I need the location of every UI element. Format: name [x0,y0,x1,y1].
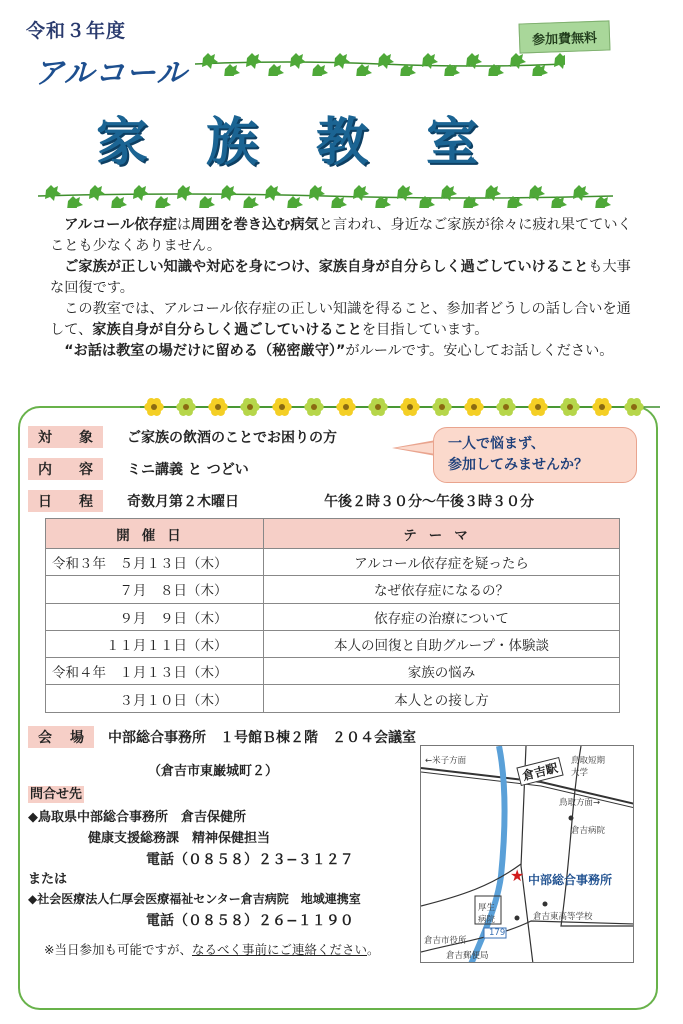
contact-phone-2: 電話（０８５８）２６−１１９０ [146,913,354,929]
table-header-row [46,519,620,549]
schedule-table [45,518,620,713]
venue-row [28,726,416,748]
content-value: ミニ講義 と つどい [127,462,249,478]
ivy-leaf-icon [422,53,438,69]
intro-paragraph: アルコール依存症は周囲を巻き込む病気と言われ、身近なご家族が徐々に疲れ果てていくことも少なくありません。 [50,217,632,254]
map-office-label: 中部総合事務所 [528,873,613,887]
map-label-tottori-direction: 鳥取方面→ [559,798,601,808]
free-badge: 参加費無料 [519,20,611,53]
session-date: １１月１１日（木） [46,630,264,657]
target-label: 対 象 [28,426,103,448]
flower-icon [560,398,579,416]
ivy-leaf-icon [268,64,284,76]
table-row [46,603,620,630]
column-header-date: 開催日 [46,519,264,549]
ivy-leaf-icon [356,64,372,76]
table-row [46,685,620,712]
star-marker-icon: ★ [510,866,525,885]
ivy-leaf-icon [529,185,545,201]
session-date: ９月 ９日（木） [46,603,264,630]
fiscal-year: 令和３年度 [26,20,127,42]
ivy-leaf-icon [573,185,589,201]
flower-icon [240,398,259,416]
session-theme: 依存症の治療について [264,603,620,630]
bubble-tail-inner [396,442,436,454]
table-row [46,658,620,685]
session-theme: なぜ依存症になるの？ [264,576,620,603]
vine-decoration-top [195,52,565,76]
contact-note: ※当日参加も可能ですが、なるべく事前にご連絡ください。 [44,942,380,957]
flower-garland [140,395,660,419]
ivy-leaf-icon [155,196,171,208]
session-date: ３月１０日（木） [46,685,264,712]
flower-icon [368,398,387,416]
ivy-leaf-icon [312,64,328,76]
ivy-leaf-icon [510,53,526,69]
ivy-leaf-icon [67,196,83,208]
ivy-leaf-icon [378,53,394,69]
target-row [28,426,337,448]
ivy-leaf-icon [133,185,149,201]
session-theme: 本人の回復と自助グループ・体験談 [264,630,620,657]
ivy-leaf-icon [331,196,347,208]
flower-icon [304,398,323,416]
flower-icon [336,398,355,416]
access-map [420,745,634,963]
table-row [46,576,620,603]
ivy-leaf-icon [221,185,237,201]
flower-icon [400,398,419,416]
intro-text [50,215,635,362]
venue-value: 中部総合事務所 １号館Ｂ棟２階 ２０４会議室 [108,730,416,746]
intro-paragraph: ご家族が正しい知識や対応を身につけ、家族自身が自分らしく過ごしていけることも大事な回復です。 [50,259,631,296]
subtitle: アルコール [34,56,188,91]
venue-address: （倉吉市東巌城町２） [148,764,279,779]
map-label-yonago: ←米子方面 [425,756,467,766]
ivy-leaf-icon [287,196,303,208]
flower-icon [432,398,451,416]
ivy-leaf-icon [595,196,611,208]
session-theme: アルコール依存症を疑ったら [264,549,620,576]
target-value: ご家族の飲酒のことでお困りの方 [127,430,337,446]
flower-icon [464,398,483,416]
ivy-leaf-icon [199,196,215,208]
ivy-leaf-icon [265,185,281,201]
flower-icon [208,398,227,416]
contact-org-2: ◆社会医療法人仁厚会医療福祉センター倉吉病院 地域連携室 [28,892,361,906]
page-title: 家族教室 [96,113,537,173]
bubble-line: 参加してみませんか？ [448,457,588,473]
contact-phone-1: 電話（０８５８）２３−３１２７ [146,852,354,868]
vine-decoration-middle [38,184,613,208]
table-row [46,549,620,576]
map-label-post-office: 倉吉郵便局 [446,951,489,961]
contact-org-1: ◆鳥取県中部総合事務所 倉吉保健所 [28,810,246,825]
ivy-leaf-icon [89,185,105,201]
schedule-time: 午後２時３０分～午後３時３０分 [324,494,534,510]
bubble-line: 一人で悩まず、 [448,436,545,452]
ivy-leaf-icon [353,185,369,201]
schedule-value: 奇数月第２木曜日 [127,494,239,510]
map-label-higashi-high-school: 倉吉東高等学校 [533,912,593,922]
session-date: ７月 ８日（木） [46,576,264,603]
schedule-row [28,490,648,512]
flower-icon [144,398,163,416]
session-date: 令和３年 ５月１３日（木） [46,549,264,576]
speech-bubble [433,427,637,483]
contact-or: または [28,872,68,887]
intro-paragraph: “お話は教室の場だけに留める（秘密厳守）”がルールです。安心してお話しください。 [64,343,614,359]
flower-icon [528,398,547,416]
session-theme: 家族の悩み [264,658,620,685]
flower-icon [496,398,515,416]
flower-icon [624,398,643,416]
session-theme: 本人との接し方 [264,685,620,712]
flower-icon [176,398,195,416]
map-label-kosei-hospital: 厚生病院 [478,903,496,925]
ivy-leaf-icon [224,64,240,76]
contact-dept-1: 健康支援総務課 精神保健担当 [88,831,271,846]
map-label-city-hall: 倉吉市役所 [424,936,467,946]
ivy-leaf-icon [309,185,325,201]
map-label-tottori-univ: 鳥取短期大学 [571,756,606,778]
flower-icon [592,398,611,416]
map-station-label: 倉吉駅 [516,757,563,786]
contact-heading: 問合せ先 [30,787,83,802]
ivy-leaf-icon [45,185,61,201]
column-header-theme: テーマ [264,519,620,549]
table-row [46,630,620,657]
ivy-leaf-icon [397,185,413,201]
ivy-leaf-icon [290,53,306,69]
ivy-leaf-icon [177,185,193,201]
content-row [28,458,249,480]
ivy-leaf-icon [243,196,259,208]
ivy-leaf-icon [202,53,218,69]
venue-label: 会 場 [28,726,94,748]
ivy-leaf-icon [246,53,262,69]
schedule-label: 日 程 [28,490,103,512]
ivy-leaf-icon [111,196,127,208]
ivy-leaf-icon [554,53,565,69]
ivy-leaf-icon [334,53,350,69]
session-date: 令和４年 １月１３日（木） [46,658,264,685]
map-label-kurayoshi-hospital: 倉吉病院 [571,826,606,836]
content-label: 内 容 [28,458,103,480]
flower-icon [272,398,291,416]
map-label-route: 179 [489,928,506,938]
intro-paragraph: この教室では、アルコール依存症の正しい知識を得ること、参加者どうしの話し合いを通して、家族自身が自分らしく過ごしていけることを目指しています。 [50,301,631,338]
